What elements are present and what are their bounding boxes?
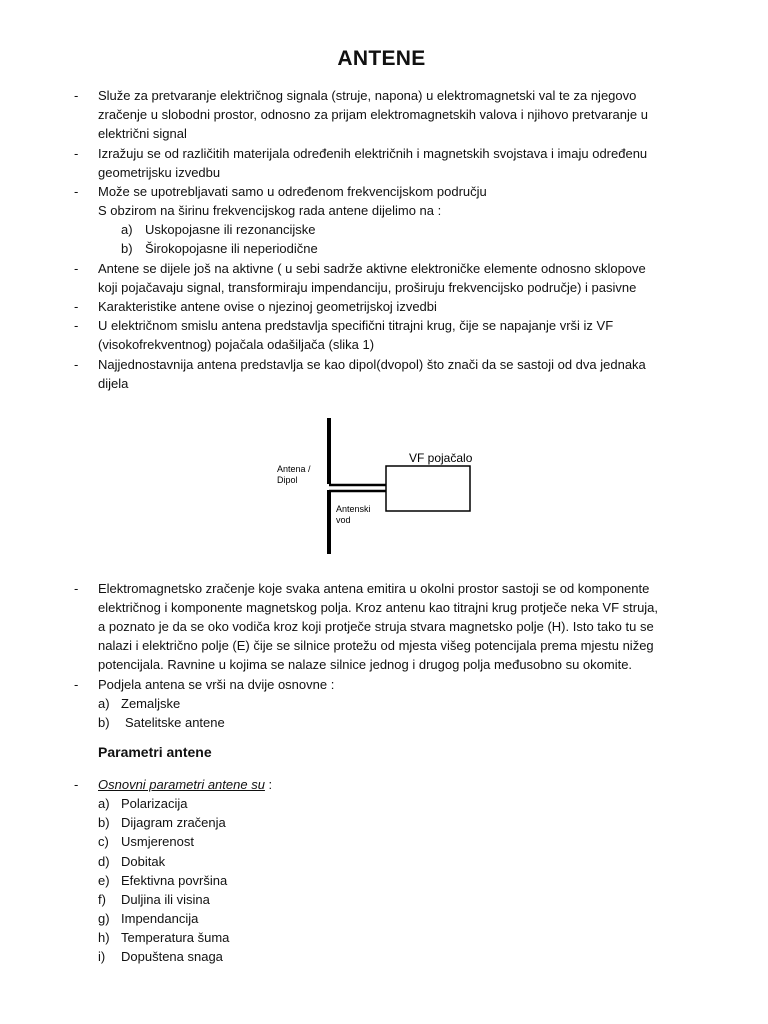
bullet-dash: - — [74, 146, 79, 161]
antenna-label: Antena / — [277, 464, 311, 474]
bullet-text: Najjednostavnija antena predstavlja se kao dipol(dvopol) što znači da se sastoji od dva jednaka — [98, 357, 646, 372]
vf-amplifier-box — [386, 466, 470, 511]
bullet-text: Služe za pretvaranje električnog signala (struje, napona) u elektromagnetski val te za njegovo — [98, 88, 637, 103]
bullet-text: Elektromagnetsko zračenje koje svaka antena emitira u okolni prostor sastoji se od komponente — [98, 581, 650, 596]
list-item: Uskopojasne ili rezonancijske — [145, 222, 316, 237]
list-letter: b) — [98, 815, 110, 830]
list-item: Impendancija — [121, 911, 199, 926]
list-letter: a) — [98, 696, 110, 711]
bullet-text: dijela — [98, 376, 129, 391]
list-item: Temperatura šuma — [121, 930, 230, 945]
bullet-dash: - — [74, 261, 79, 276]
list-letter: g) — [98, 911, 110, 926]
list-item: Usmjerenost — [121, 834, 194, 849]
bullet-dash: - — [74, 357, 79, 372]
list-item: Dobitak — [121, 854, 166, 869]
list-letter: f) — [98, 892, 106, 907]
bullet-text: Može se upotrebljavati samo u određenom frekvencijskom području — [98, 184, 487, 199]
bullet-dash: - — [74, 777, 79, 792]
bullet-dash: - — [74, 677, 79, 692]
feed-line-label-2: vod — [336, 515, 351, 525]
list-letter: h) — [98, 930, 110, 945]
parameters-intro-colon: : — [264, 777, 273, 792]
bullet-dash: - — [74, 88, 79, 103]
bullet-dash: - — [74, 318, 79, 333]
bullet-text: geometrijsku izvedbu — [98, 165, 221, 180]
amplifier-label: VF pojačalo — [409, 451, 473, 465]
list-letter: a) — [98, 796, 110, 811]
page-title: ANTENE — [337, 47, 426, 70]
list-letter: e) — [98, 873, 110, 888]
bullet-dash: - — [74, 299, 79, 314]
bullet-text: Podjela antena se vrši na dvije osnovne : — [98, 677, 335, 692]
list-item: Širokopojasne ili neperiodične — [145, 241, 318, 256]
bullet-text: S obzirom na širinu frekvencijskog rada antene dijelimo na : — [98, 203, 442, 218]
bullet-text: potencijala. Ravnine u kojima se nalaze silnice jednog i drugog polja međusobno su okomite. — [98, 657, 633, 672]
section-heading: Parametri antene — [98, 744, 212, 760]
bullet-text: Izražuju se od različitih materijala određenih električnih i magnetskih svojstava i imaju određenu — [98, 146, 648, 161]
bullet-text: električni signal — [98, 126, 187, 141]
list-letter: i) — [98, 949, 106, 964]
list-item: Duljina ili visina — [121, 892, 210, 907]
dipole-label: Dipol — [277, 475, 298, 485]
bullet-text: električnog i komponente magnetskog polja. Kroz antenu kao titrajni krug protječe neka VF struja, — [98, 600, 659, 615]
bullet-text: Antene se dijele još na aktivne ( u sebi sadrže aktivne elektroničke elemente odnosno sklopove — [98, 261, 646, 276]
list-item: Dijagram zračenja — [121, 815, 226, 830]
bullet-dash: - — [74, 581, 79, 596]
parameters-intro-text: Osnovni parametri antene su — [98, 777, 265, 792]
list-item: Zemaljske — [121, 696, 181, 711]
bullet-text: koji pojačavaju signal, transformiraju impendanciju, proširuju frekvencijsko područje) i pasivne — [98, 280, 637, 295]
list-letter: a) — [121, 222, 133, 237]
list-letter: b) — [98, 715, 110, 730]
list-item: Satelitske antene — [125, 715, 225, 730]
bullet-text: U električnom smislu antena predstavlja specifični titrajni krug, čije se napajanje vrši iz VF — [98, 318, 614, 333]
dipole-diagram — [0, 405, 768, 585]
list-item: Dopuštena snaga — [121, 949, 223, 964]
list-letter: b) — [121, 241, 133, 256]
parameters-intro — [98, 775, 272, 794]
bullet-text: a poznato je da se oko vodiča kroz koji protječe struja stvara magnetsko polje (H). Isto tako tu se — [98, 619, 654, 634]
feed-line-label: Antenski — [336, 504, 371, 514]
bullet-text: Karakteristike antene ovise o njezinoj geometrijskoj izvedbi — [98, 299, 437, 314]
list-item: Efektivna površina — [121, 873, 228, 888]
bullet-text: nalazi i električno polje (E) čije se silnice protežu od mjesta višeg potencijala prema mjestu nižeg — [98, 638, 654, 653]
bullet-text: (visokofrekventnog) pojačala odašiljača (slika 1) — [98, 337, 375, 352]
bullet-text: zračenje u slobodni prostor, odnosno za prijam elektromagnetskih valova i njihovo pretvaranje u — [98, 107, 648, 122]
list-letter: c) — [98, 834, 109, 849]
list-item: Polarizacija — [121, 796, 188, 811]
list-letter: d) — [98, 854, 110, 869]
bullet-dash: - — [74, 184, 79, 199]
